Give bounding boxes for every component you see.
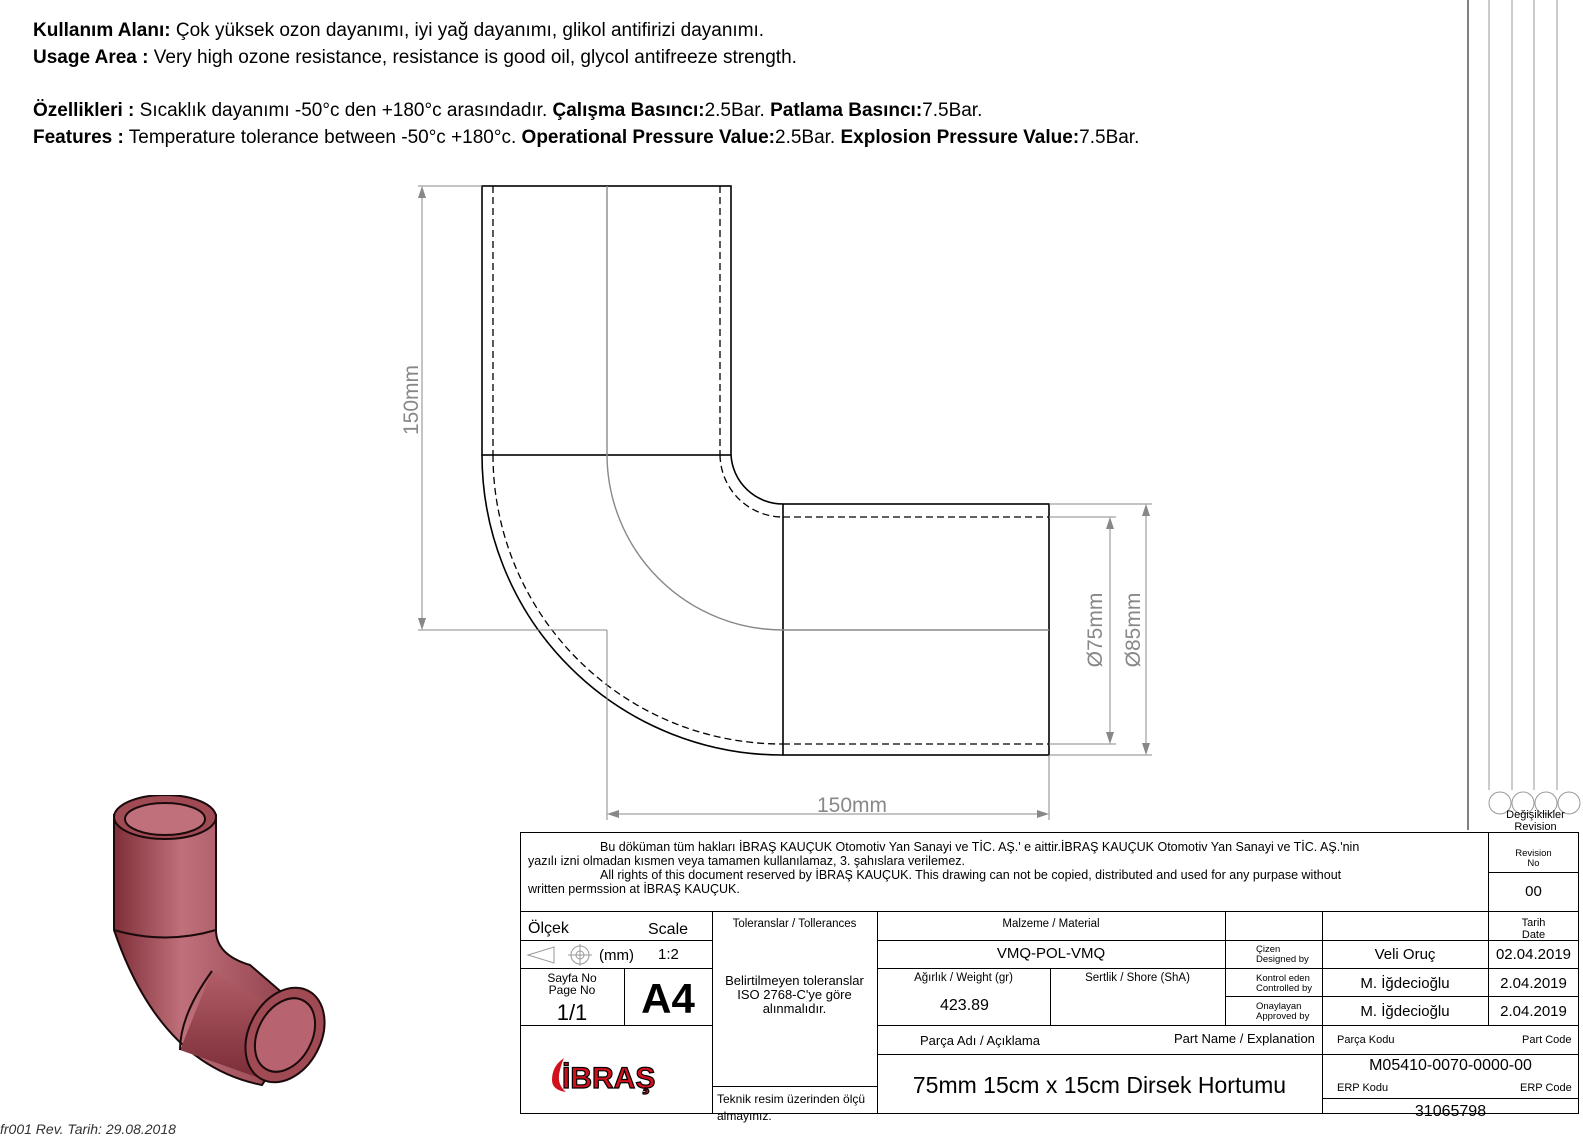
scale-unit: (mm) (599, 947, 634, 964)
part-code-label-en: Part Code (1522, 1034, 1572, 1046)
weight-header: Ağırlık / Weight (gr) (914, 972, 1013, 984)
features-en-text: Temperature tolerance between -50°c +180°c. (123, 127, 522, 148)
revision-no-value: 00 (1525, 883, 1542, 900)
features-tr-label: Özellikleri : (33, 100, 135, 121)
scale-value: 1:2 (658, 946, 679, 963)
controlled-date: 2.04.2019 (1500, 975, 1567, 992)
revision-no-label: Revision No (1515, 848, 1552, 869)
part-name-label-tr: Parça Adı / Açıklama (920, 1033, 1040, 1048)
revision-title-en: Revision (1514, 821, 1557, 833)
copyright-line4: written permssion at İBRAŞ KAUÇUK. (528, 882, 740, 896)
dim-outer-diameter-label: Ø85mm (1122, 592, 1145, 668)
dim-height-label: 150mm (400, 364, 423, 436)
page-no-label: Sayfa No Page No (547, 971, 597, 997)
page-no-value: 1/1 (556, 1000, 588, 1025)
material-header: Malzeme / Material (1002, 918, 1100, 930)
erp-code-label-tr: ERP Kodu (1337, 1082, 1389, 1094)
burst-pressure-en-label: Explosion Pressure Value: (840, 127, 1080, 148)
copyright-line2: yazılı izni olmadan kısmen veya tamamen kullanılamaz, 3. şahıslara verilemez. (528, 854, 965, 868)
copyright-line3: All rights of this document reserved by İBRAŞ KAUÇUK. This drawing can not be copied, distributed and used for any purpase without (600, 868, 1342, 882)
erp-code-value: 31065798 (1414, 1103, 1487, 1120)
hose-3d-image (100, 795, 340, 1100)
features-tr-text: Sıcaklık dayanımı -50°c den +180°c arasındadır. (134, 100, 553, 121)
technical-drawing-note: Teknik resim üzerinden ölçü almayınız. (717, 1092, 866, 1123)
features-en-label: Features : (33, 127, 124, 148)
projection-symbol-icon (524, 944, 594, 966)
tolerance-header: Toleranslar / Tollerances (732, 918, 857, 930)
designed-by-name: Veli Oruç (1374, 946, 1436, 963)
usage-en-text: Very high ozone resistance, resistance is good oil, glycol antifreeze strength. (148, 47, 797, 68)
approved-by-name: M. İğdecioğlu (1360, 1003, 1450, 1020)
material-value: VMQ-POL-VMQ (996, 945, 1106, 962)
inner-bend-arc (731, 455, 783, 504)
shore-header: Sertlik / Shore (ShA) (1085, 972, 1190, 984)
outer-bend-arc (482, 455, 783, 755)
copyright-notice (528, 840, 1478, 896)
designed-date: 02.04.2019 (1495, 946, 1572, 963)
form-reference: fr001 Rev. Tarih: 29.08.2018 (0, 1121, 176, 1137)
revision-title-tr: Değişiklikler (1506, 809, 1565, 821)
controlled-by-label: Kontrol eden Controlled by (1256, 973, 1312, 994)
part-name-label-en: Part Name / Explanation (1174, 1031, 1315, 1046)
burst-pressure-tr-label: Patlama Basıncı: (770, 100, 923, 121)
revision-header (1488, 809, 1583, 833)
working-pressure-tr-value: 2.5Bar. (704, 100, 771, 121)
revision-date-label: Tarih Date (1521, 917, 1546, 941)
logo-mark-icon (548, 1052, 688, 1096)
logo-text: İBRAŞ (562, 1062, 656, 1095)
copyright-line1: Bu döküman tüm hakları İBRAŞ KAUÇUK Otomotiv Yan Sanayi ve TİC. AŞ.' e aittir.İBRAŞ KAUÇUK Otomotiv Yan Sanayi ve TİC. AŞ.'nin (600, 840, 1360, 854)
usage-tr-text: Çok yüksek ozon dayanımı, iyi yağ dayanımı, glikol antifirizi dayanımı. (170, 20, 765, 41)
working-pressure-en-value: 2.5Bar. (775, 127, 841, 148)
usage-en-label: Usage Area : (33, 47, 149, 68)
burst-pressure-tr-value: 7.5Bar. (922, 100, 983, 121)
part-name-value: 75mm 15cm x 15cm Dirsek Hortumu (912, 1072, 1287, 1098)
burst-pressure-en-value: 7.5Bar. (1079, 127, 1140, 148)
usage-tr-label: Kullanım Alanı: (33, 20, 171, 41)
working-pressure-en-label: Operational Pressure Value: (521, 127, 775, 148)
dim-width-label: 150mm (816, 794, 888, 817)
part-code-value: M05410-0070-0000-00 (1369, 1057, 1532, 1074)
company-logo (548, 1052, 688, 1096)
controlled-by-name: M. İğdecioğlu (1360, 975, 1450, 992)
scale-label-tr: Ölçek (528, 920, 569, 937)
approved-by-label: Onaylayan Approved by (1256, 1001, 1310, 1022)
dim-inner-diameter-label: Ø75mm (1084, 592, 1107, 668)
part-code-label-tr: Parça Kodu (1337, 1034, 1395, 1046)
working-pressure-tr-label: Çalışma Basıncı: (552, 100, 705, 121)
approved-date: 2.04.2019 (1500, 1003, 1567, 1020)
erp-code-label-en: ERP Code (1520, 1082, 1572, 1094)
tolerance-note: Belirtilmeyen toleranslar ISO 2768-C'ye göre alınmalıdır. (725, 973, 864, 1016)
paper-size: A4 (641, 975, 695, 1022)
designed-by-label: Çizen Designed by (1256, 944, 1309, 965)
weight-value: 423.89 (940, 997, 989, 1014)
scale-label-en: Scale (648, 921, 689, 938)
